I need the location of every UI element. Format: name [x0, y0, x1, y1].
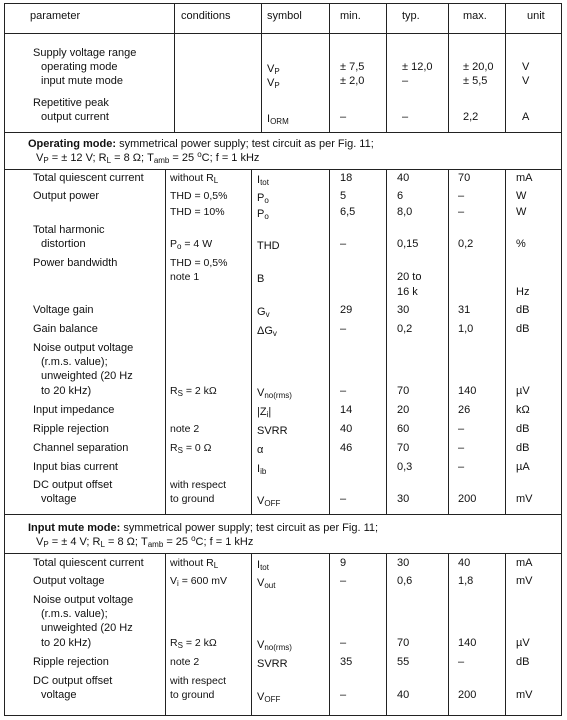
section-divider — [5, 132, 561, 133]
condition-cell: $R_S = 0$ Ω — [170, 442, 212, 455]
symbol-cell: $I_{ORM}$ — [267, 113, 289, 126]
typ-cell: 70 — [397, 442, 410, 454]
unit-cell: V — [522, 75, 530, 87]
unit-cell: mA — [516, 557, 533, 569]
col-divider — [386, 169, 387, 514]
max-cell: 1,0 — [458, 323, 474, 335]
typ-cell: ± 12,0 — [402, 61, 433, 73]
max-cell: 200 — [458, 493, 477, 505]
symbol-cell: B — [257, 273, 265, 285]
header-symbol: symbol — [267, 10, 302, 22]
typ-cell: 8,0 — [397, 206, 413, 218]
parameter-cell: Input impedance — [33, 404, 115, 416]
col-divider — [329, 553, 330, 716]
symbol-cell: $I_{tot}$ — [257, 559, 269, 572]
parameter-cell: voltage — [41, 689, 77, 701]
operating-mode-heading: Operating mode: symmetrical power supply; test circuit as per Fig. 11; — [28, 138, 374, 150]
typ-cell: 20 to — [397, 271, 422, 283]
max-cell: 0,2 — [458, 238, 474, 250]
min-cell: – — [340, 385, 347, 397]
header-parameter: parameter — [30, 10, 81, 22]
col-divider — [251, 553, 252, 716]
max-cell: – — [458, 442, 465, 454]
parameter-cell: input mute mode — [41, 75, 123, 87]
unit-cell: dB — [516, 304, 530, 316]
input-mute-heading: Input mute mode: symmetrical power supply; test circuit as per Fig. 11; — [28, 522, 379, 534]
col-divider — [448, 4, 449, 132]
col-divider — [505, 169, 506, 514]
unit-cell: µA — [516, 461, 530, 473]
typ-cell: 70 — [397, 385, 410, 397]
typ-cell: 6 — [397, 190, 404, 202]
symbol-cell: $V_{out}$ — [257, 577, 276, 590]
parameter-cell: unweighted (20 Hz — [41, 622, 133, 634]
symbol-cell: $|Z_i|$ — [257, 406, 272, 419]
min-cell: – — [340, 238, 347, 250]
symbol-cell: SVRR — [257, 425, 288, 437]
max-cell: 70 — [458, 172, 471, 184]
operating-mode-conditions: $V_P$ = ± 12 V; $R_L = 8$ Ω; $T_{amb} = 25$ $^o$C; f = 1 kHz — [36, 150, 260, 165]
condition-cell: $V_i = 600$ mV — [170, 575, 227, 588]
section-divider — [5, 169, 561, 170]
typ-cell: 30 — [397, 304, 410, 316]
symbol-cell: THD — [257, 240, 280, 252]
typ-cell: 0,3 — [397, 461, 413, 473]
condition-cell: $P_o = 4$ W — [170, 238, 213, 251]
col-divider — [165, 169, 166, 514]
parameter-cell: (r.m.s. value); — [41, 356, 108, 368]
symbol-cell: $V_P$ — [267, 77, 280, 90]
parameter-cell: Power bandwidth — [33, 257, 118, 269]
min-cell: 29 — [340, 304, 353, 316]
typ-cell: 55 — [397, 656, 410, 668]
min-cell: – — [340, 575, 347, 587]
condition-cell: $R_S = 2$ kΩ — [170, 637, 217, 650]
parameter-cell: Noise output voltage — [33, 342, 134, 354]
symbol-cell: $\Delta G_v$ — [257, 325, 277, 338]
typ-cell: – — [402, 75, 409, 87]
max-cell: 2,2 — [463, 111, 479, 123]
parameter-cell: Output power — [33, 190, 100, 202]
min-cell: 14 — [340, 404, 353, 416]
condition-cell: THD = 10% — [170, 206, 225, 218]
max-cell: – — [458, 206, 465, 218]
parameter-cell: Gain balance — [33, 323, 98, 335]
typ-cell: 0,2 — [397, 323, 413, 335]
min-cell: ± 2,0 — [340, 75, 365, 87]
input-mute-conditions: $V_P$ = ± 4 V; $R_L = 8$ Ω; $T_{amb} = 25$ $^o$C; f = 1 kHz — [36, 534, 254, 549]
condition-cell: $R_S = 2$ kΩ — [170, 385, 217, 398]
typ-cell: 30 — [397, 493, 410, 505]
min-cell: 9 — [340, 557, 347, 569]
parameter-cell: Noise output voltage — [33, 594, 134, 606]
condition-cell: THD = 0,5% — [170, 257, 228, 269]
min-cell: – — [340, 637, 347, 649]
unit-cell: µV — [516, 637, 530, 649]
parameter-cell: output current — [41, 111, 109, 123]
header-unit: unit — [527, 10, 545, 22]
header-typ: typ. — [402, 10, 420, 22]
unit-cell: Hz — [516, 286, 530, 298]
parameter-cell: Repetitive peak — [33, 97, 109, 109]
max-cell: – — [458, 656, 465, 668]
parameter-cell: voltage — [41, 493, 77, 505]
min-cell: 40 — [340, 423, 353, 435]
unit-cell: dB — [516, 442, 530, 454]
symbol-cell: $G_v$ — [257, 306, 270, 319]
condition-cell: to ground — [170, 689, 215, 701]
col-divider — [505, 4, 506, 132]
typ-cell: 16 k — [397, 286, 418, 298]
section-divider — [5, 514, 561, 515]
min-cell: – — [340, 689, 347, 701]
max-cell: ± 5,5 — [463, 75, 488, 87]
max-cell: 1,8 — [458, 575, 474, 587]
col-divider — [448, 169, 449, 514]
min-cell: 35 — [340, 656, 353, 668]
max-cell: – — [458, 190, 465, 202]
max-cell: – — [458, 423, 465, 435]
header-divider — [5, 33, 561, 34]
parameter-cell: Output voltage — [33, 575, 105, 587]
symbol-cell: SVRR — [257, 658, 288, 670]
parameter-cell: Total quiescent current — [33, 172, 144, 184]
min-cell: – — [340, 493, 347, 505]
unit-cell: dB — [516, 423, 530, 435]
typ-cell: 20 — [397, 404, 410, 416]
condition-cell: note 2 — [170, 423, 200, 435]
header-min: min. — [340, 10, 361, 22]
parameter-cell: Input bias current — [33, 461, 118, 473]
unit-cell: dB — [516, 323, 530, 335]
max-cell: ± 20,0 — [463, 61, 494, 73]
min-cell: 6,5 — [340, 206, 356, 218]
symbol-cell: α — [257, 444, 264, 456]
condition-cell: note 2 — [170, 656, 200, 668]
min-cell: – — [340, 111, 347, 123]
max-cell: – — [458, 461, 465, 473]
symbol-cell: $I_{tot}$ — [257, 174, 269, 187]
parameter-cell: to 20 kHz) — [41, 637, 92, 649]
condition-cell: without $R_L$ — [170, 557, 219, 570]
col-divider — [251, 169, 252, 514]
unit-cell: % — [516, 238, 526, 250]
min-cell: – — [340, 323, 347, 335]
header-conditions: conditions — [181, 10, 231, 22]
max-cell: 40 — [458, 557, 471, 569]
parameter-cell: Voltage gain — [33, 304, 94, 316]
condition-cell: without $R_L$ — [170, 172, 219, 185]
col-divider — [386, 4, 387, 132]
parameter-cell: (r.m.s. value); — [41, 608, 108, 620]
col-divider — [329, 169, 330, 514]
unit-cell: W — [516, 190, 527, 202]
max-cell: 200 — [458, 689, 477, 701]
unit-cell: W — [516, 206, 527, 218]
typ-cell: 0,6 — [397, 575, 413, 587]
parameter-cell: Supply voltage range — [33, 47, 137, 59]
typ-cell: 30 — [397, 557, 410, 569]
symbol-cell: $P_o$ — [257, 208, 269, 221]
parameter-cell: operating mode — [41, 61, 118, 73]
max-cell: 26 — [458, 404, 471, 416]
col-divider — [505, 553, 506, 716]
unit-cell: µV — [516, 385, 530, 397]
typ-cell: – — [402, 111, 409, 123]
parameter-cell: DC output offset — [33, 479, 113, 491]
parameter-cell: to 20 kHz) — [41, 385, 92, 397]
unit-cell: dB — [516, 656, 530, 668]
col-divider — [165, 553, 166, 716]
unit-cell: mA — [516, 172, 533, 184]
parameter-cell: Ripple rejection — [33, 423, 109, 435]
symbol-cell: $V_{OFF}$ — [257, 691, 281, 704]
col-divider — [386, 553, 387, 716]
symbol-cell: $V_P$ — [267, 63, 280, 76]
unit-cell: mV — [516, 493, 533, 505]
max-cell: 140 — [458, 637, 477, 649]
col-divider — [448, 553, 449, 716]
parameter-cell: unweighted (20 Hz — [41, 370, 133, 382]
symbol-cell: $P_o$ — [257, 192, 269, 205]
typ-cell: 0,15 — [397, 238, 419, 250]
symbol-cell: $V_{no(rms)}$ — [257, 387, 292, 400]
col-divider — [329, 4, 330, 132]
unit-cell: A — [522, 111, 530, 123]
min-cell: 18 — [340, 172, 353, 184]
section-divider — [5, 553, 561, 554]
parameter-cell: Total harmonic — [33, 224, 105, 236]
condition-cell: note 1 — [170, 271, 200, 283]
col-divider — [174, 4, 175, 132]
header-max: max. — [463, 10, 487, 22]
condition-cell: to ground — [170, 493, 215, 505]
typ-cell: 40 — [397, 689, 410, 701]
typ-cell: 60 — [397, 423, 410, 435]
parameter-cell: Total quiescent current — [33, 557, 144, 569]
parameter-cell: DC output offset — [33, 675, 113, 687]
parameter-cell: Ripple rejection — [33, 656, 109, 668]
unit-cell: mV — [516, 575, 533, 587]
parameter-cell: distortion — [41, 238, 86, 250]
condition-cell: THD = 0,5% — [170, 190, 228, 202]
condition-cell: with respect — [170, 675, 227, 687]
symbol-cell: $I_{ib}$ — [257, 463, 267, 476]
typ-cell: 40 — [397, 172, 410, 184]
typ-cell: 70 — [397, 637, 410, 649]
col-divider — [261, 4, 262, 132]
max-cell: 140 — [458, 385, 477, 397]
min-cell: 5 — [340, 190, 347, 202]
parameter-cell: Channel separation — [33, 442, 129, 454]
unit-cell: kΩ — [516, 404, 530, 416]
min-cell: 46 — [340, 442, 353, 454]
symbol-cell: $V_{OFF}$ — [257, 495, 281, 508]
condition-cell: with respect — [170, 479, 227, 491]
unit-cell: mV — [516, 689, 533, 701]
unit-cell: V — [522, 61, 530, 73]
max-cell: 31 — [458, 304, 471, 316]
symbol-cell: $V_{no(rms)}$ — [257, 639, 292, 652]
min-cell: ± 7,5 — [340, 61, 365, 73]
